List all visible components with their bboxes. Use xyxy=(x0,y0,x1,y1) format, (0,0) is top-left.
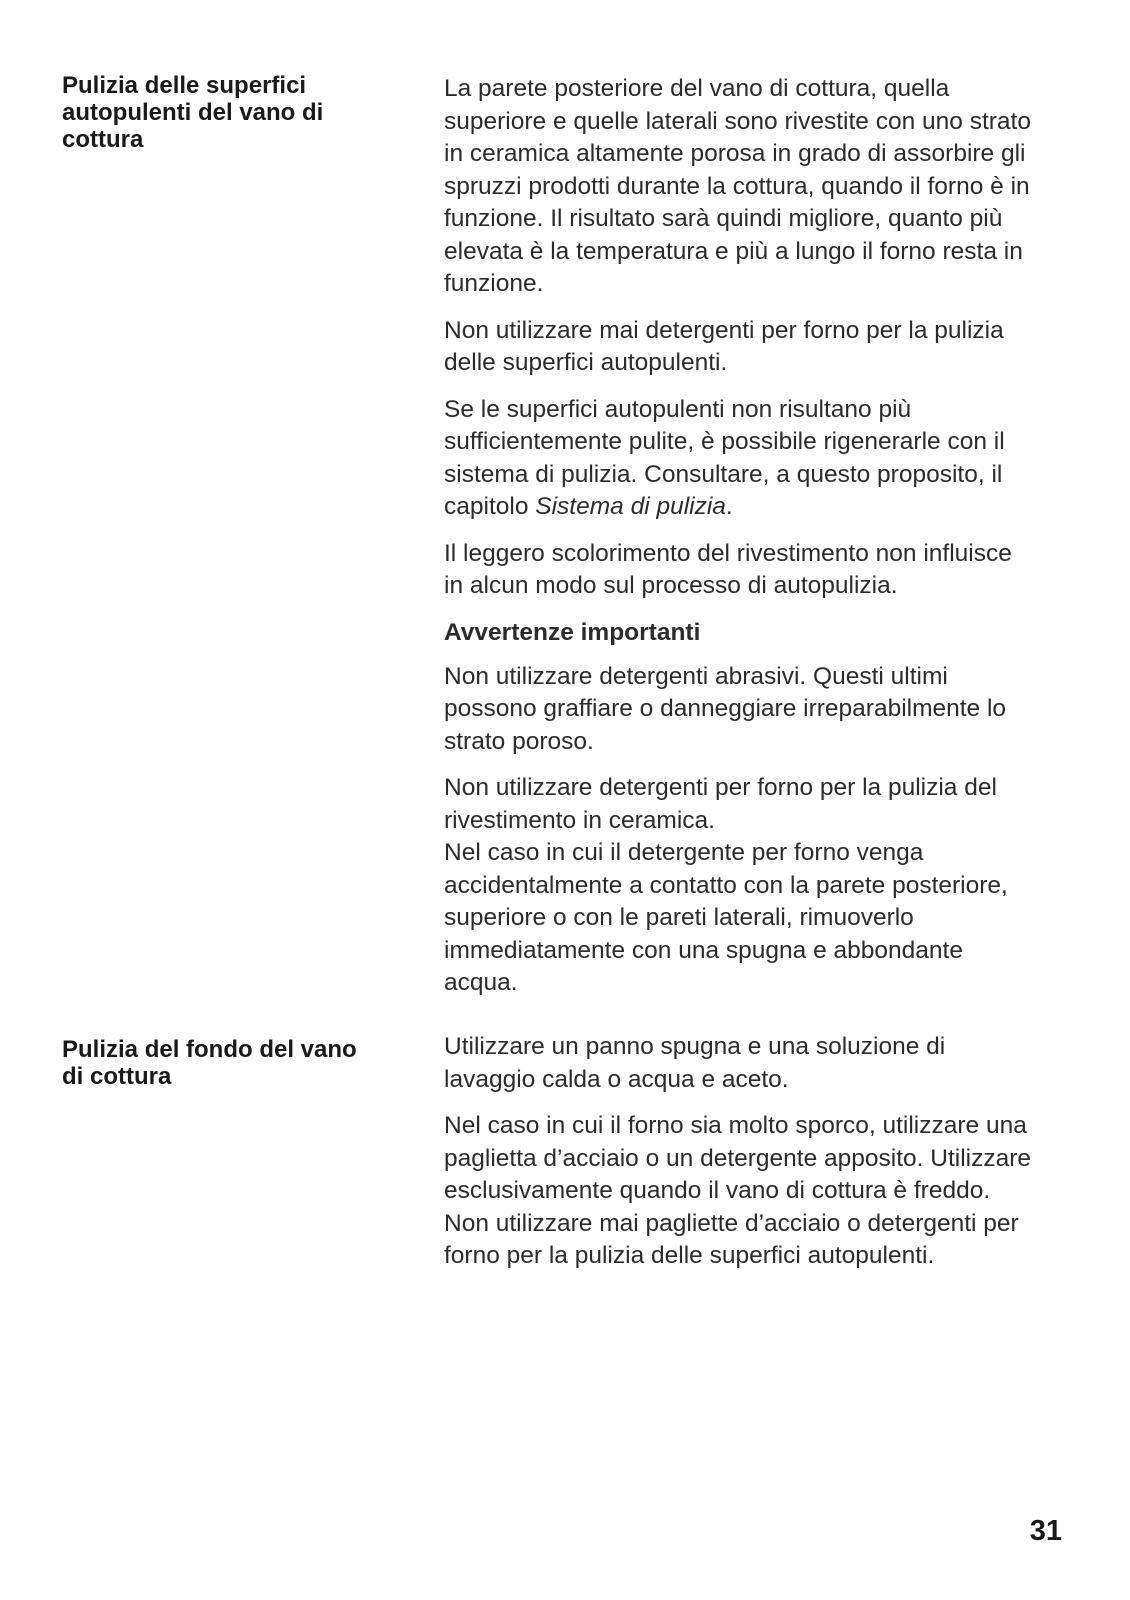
text-line: Il leggero scolorimento del rivestimento non influisce xyxy=(444,539,1012,567)
text-line: rivestimento in ceramica. xyxy=(444,806,715,834)
heading-line: autopulenti del vano di xyxy=(62,99,324,126)
text-line: La parete posteriore del vano di cottura, quella xyxy=(444,75,950,102)
heading-line: cottura xyxy=(62,126,144,153)
text-line: possono graffiare o danneggiare irreparabilmente lo xyxy=(444,695,1007,722)
paragraph-no-oven-cleaner xyxy=(444,315,1084,380)
text-line: superiore e quelle laterali sono rivestite con uno strato xyxy=(444,107,1031,135)
paragraph-very-dirty xyxy=(444,1110,1084,1273)
text-line: Non utilizzare mai pagliette d’acciaio o detergenti per xyxy=(444,1209,1019,1237)
text-line: Non utilizzare detergenti abrasivi. Questi ultimi xyxy=(444,662,948,690)
text-line: forno per la pulizia delle superfici autopulenti. xyxy=(444,1242,935,1269)
text-line: Non utilizzare mai detergenti per forno per la pulizia xyxy=(444,316,1004,344)
chapter-reference: Sistema di pulizia xyxy=(535,493,726,520)
text-fragment: capitolo xyxy=(444,493,536,520)
text-line: strato poroso. xyxy=(444,727,594,755)
text-line: Se le superfici autopulenti non risultano più xyxy=(444,395,912,423)
text-line: spruzzi prodotti durante la cottura, quando il forno è in xyxy=(444,172,1030,200)
text-line: immediatamente con una spugna e abbondante xyxy=(444,936,963,964)
text-line: funzione. Il risultato sarà quindi migliore, quanto più xyxy=(444,205,1003,232)
text-line: elevata è la temperatura e più a lungo il forno resta in xyxy=(444,237,1023,265)
heading-line: Pulizia del fondo del vano xyxy=(62,1036,357,1063)
text-line: sistema di pulizia. Consultare, a questo proposito, il xyxy=(444,460,1003,488)
text-line: paglietta d’acciaio o un detergente apposito. Utilizzare xyxy=(444,1144,1032,1172)
text-line: Utilizzare un panno spugna e una soluzione di xyxy=(444,1033,946,1060)
section-body xyxy=(444,73,1084,1014)
warning-heading: Avvertenze importanti xyxy=(444,618,701,646)
text-line: Nel caso in cui il detergente per forno venga xyxy=(444,839,924,866)
text-line: funzione. xyxy=(444,270,544,297)
text-fragment: . xyxy=(725,493,733,520)
text-line: delle superfici autopulenti. xyxy=(444,349,728,376)
text-line: acqua. xyxy=(444,969,518,996)
heading-line: di cottura xyxy=(62,1063,172,1090)
text-line: accidentalmente a contatto con la parete posteriore, xyxy=(444,871,1008,899)
paragraph-regenerate xyxy=(444,394,1084,524)
section-body xyxy=(444,1031,1084,1287)
paragraph-sponge-cloth xyxy=(444,1031,1084,1096)
section-heading-self-cleaning xyxy=(62,72,392,153)
paragraph-discoloration xyxy=(444,538,1084,603)
text-line: Nel caso in cui il forno sia molto sporco, utilizzare una xyxy=(444,1112,1027,1139)
section-heading-oven-floor xyxy=(62,1036,392,1090)
text-line: in alcun modo sul processo di autopulizia. xyxy=(444,572,898,599)
text-line: in ceramica altamente porosa in grado di assorbire gli xyxy=(444,140,1026,167)
text-line: esclusivamente quando il vano di cottura è freddo. xyxy=(444,1177,991,1204)
text-line: lavaggio calda o acqua e aceto. xyxy=(444,1065,789,1093)
text-line: Non utilizzare detergenti per forno per la pulizia del xyxy=(444,774,997,801)
page-number: 31 xyxy=(1029,1515,1062,1547)
paragraph-no-abrasives xyxy=(444,661,1084,759)
paragraph-ceramic-coating xyxy=(444,73,1084,301)
text-line: superiore o con le pareti laterali, rimuoverlo xyxy=(444,904,914,931)
heading-line: Pulizia delle superfici xyxy=(62,72,307,99)
text-line xyxy=(444,491,1084,524)
paragraph-remove-cleaner xyxy=(444,772,1084,1000)
text-line: sufficientemente pulite, è possibile rigenerarle con il xyxy=(444,428,1005,455)
